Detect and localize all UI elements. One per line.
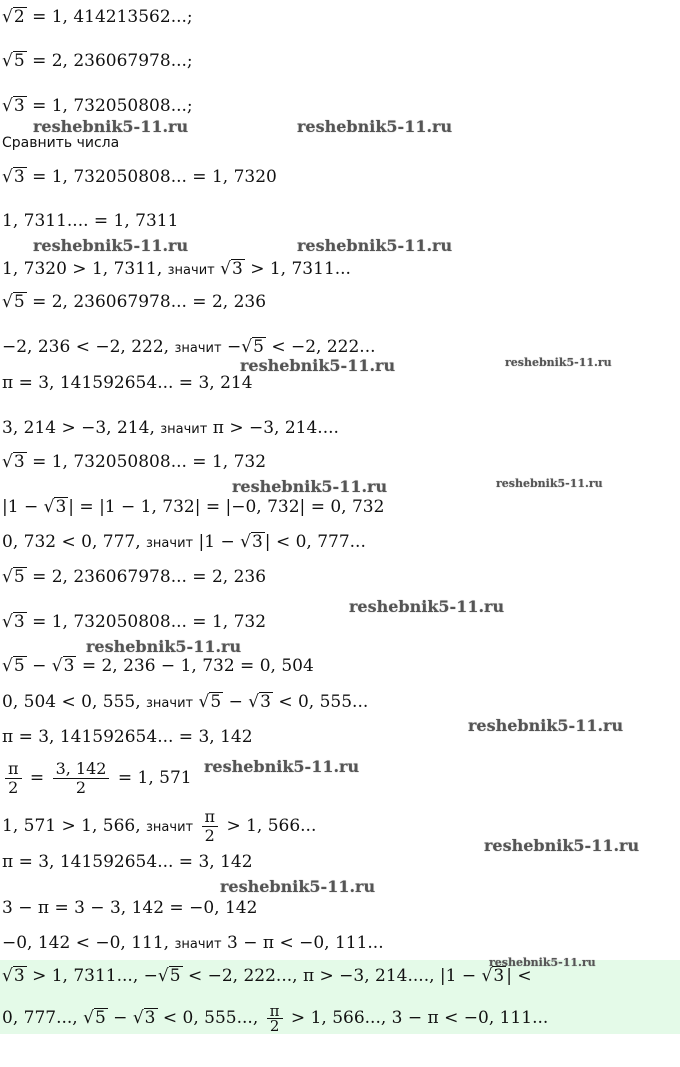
compare5-line3: √5 − √3 = 2, 236 − 1, 732 = 0, 504	[2, 656, 314, 676]
sqrt-3: √3	[2, 96, 25, 116]
word-then: значит	[146, 820, 194, 835]
compare5-line2: √3 = 1, 732050808... = 1, 732	[2, 612, 267, 632]
sqrt3-value: = 1, 732050808...;	[32, 96, 193, 116]
sqrt-5: √5	[241, 337, 264, 357]
compare5-line1: √5 = 2, 236067978... = 2, 236	[2, 567, 267, 587]
compare3-result: 3, 214 > −3, 214, значит π > −3, 214....	[2, 418, 339, 438]
sqrt5-value: = 2, 236067978...;	[32, 51, 193, 71]
compare6-line1: π = 3, 141592654... = 3, 142	[2, 727, 253, 747]
sqrt-3: √3	[2, 452, 25, 472]
compare6-line2: $\frac{\pi}{2}$ = $\frac{3, 142}{2}$ = 1, 571	[2, 760, 192, 797]
fraction-pi-over-2: $\frac{\pi}{2}$	[202, 808, 219, 845]
watermark: reshebnik5-11.ru	[349, 597, 505, 616]
watermark: reshebnik5-11.ru	[484, 836, 640, 855]
watermark: reshebnik5-11.ru	[496, 477, 603, 490]
compare7-result: −0, 142 < −0, 111, значит 3 − π < −0, 111...	[2, 933, 384, 953]
sqrt5-line	[2, 50, 193, 72]
sqrt-5: √5	[2, 51, 25, 71]
sqrt-5: √5	[198, 692, 222, 712]
compare7-line2: 3 − π = 3 − 3, 142 = −0, 142	[2, 898, 258, 918]
compare5-result: 0, 504 < 0, 555, значит √5 − √3 < 0, 555...	[2, 692, 369, 712]
watermark: reshebnik5-11.ru	[86, 637, 242, 656]
watermark: reshebnik5-11.ru	[220, 877, 376, 896]
sqrt-5: √5	[2, 292, 25, 312]
watermark: reshebnik5-11.ru	[204, 757, 360, 776]
sqrt2-value: = 1, 414213562...;	[32, 7, 193, 27]
watermark: reshebnik5-11.ru	[468, 716, 624, 735]
word-then: значит	[146, 696, 194, 711]
compare6-result: 1, 571 > 1, 566, значит $\frac{\pi}{2}$ > 1, 566...	[2, 807, 317, 845]
word-then: значит	[174, 937, 222, 952]
compare2-line1: √5 = 2, 236067978... = 2, 236	[2, 292, 267, 312]
watermark: reshebnik5-11.ru	[297, 236, 453, 255]
compare4-result: 0, 732 < 0, 777, значит |1 − √3 | < 0, 777...	[2, 532, 366, 552]
compare4-line1: √3 = 1, 732050808... = 1, 732	[2, 452, 267, 472]
compare1-line2: 1, 7311.... = 1, 7311	[2, 211, 179, 231]
compare-label: Сравнить числа	[2, 135, 120, 151]
compare3-line1: π = 3, 141592654... = 3, 214	[2, 373, 253, 393]
watermark: reshebnik5-11.ru	[232, 477, 388, 496]
word-then: значит	[160, 422, 208, 437]
sqrt-3: √3	[51, 656, 75, 676]
compare4-line2: |1 − √3 | = |1 − 1, 732| = |−0, 732| = 0, 732	[2, 497, 385, 517]
fraction-3142-over-2: $\frac{3, 142}{2}$	[53, 760, 110, 797]
sqrt2-line	[2, 6, 193, 28]
sqrt-3: √3	[2, 167, 25, 187]
word-then: значит	[167, 263, 215, 278]
word-then: значит	[174, 341, 222, 356]
sqrt-2: √2	[2, 7, 25, 27]
compare2-result: −2, 236 < −2, 222, значит −√5 < −2, 222...	[2, 337, 376, 357]
sqrt-3: √3	[220, 259, 243, 279]
watermark: reshebnik5-11.ru	[240, 356, 396, 375]
sqrt-3: √3	[2, 612, 25, 632]
watermark: reshebnik5-11.ru	[505, 356, 612, 369]
sqrt-5: √5	[2, 656, 25, 676]
sqrt3-line	[2, 95, 193, 117]
compare1-line1: √3 = 1, 732050808... = 1, 7320	[2, 167, 277, 187]
watermark: reshebnik5-11.ru	[489, 956, 596, 969]
watermark: reshebnik5-11.ru	[33, 236, 189, 255]
watermark: reshebnik5-11.ru	[33, 117, 189, 136]
answer-line1: √3 > 1, 7311..., −√5 < −2, 222..., π > −3, 214...., |1 − √3 | <	[2, 966, 532, 986]
word-then: значит	[146, 536, 194, 551]
sqrt-3: √3	[248, 692, 271, 712]
abs-expression: |1 − √3 |	[198, 532, 271, 552]
abs-expression: |1 − √3 |	[2, 497, 75, 517]
compare1-result: 1, 7320 > 1, 7311, значит √3 > 1, 7311...	[2, 259, 351, 279]
sqrt-5: √5	[2, 567, 25, 587]
answer-box	[0, 960, 680, 1034]
fraction-pi-over-2: $\frac{\pi}{2}$	[5, 760, 22, 797]
watermark: reshebnik5-11.ru	[297, 117, 453, 136]
compare7-line1: π = 3, 141592654... = 3, 142	[2, 852, 253, 872]
answer-line2: 0, 777..., √5 − √3 < 0, 555..., $\frac{\pi}{2}$ > 1, 566..., 3 − π < −0, 111...	[2, 1002, 549, 1035]
